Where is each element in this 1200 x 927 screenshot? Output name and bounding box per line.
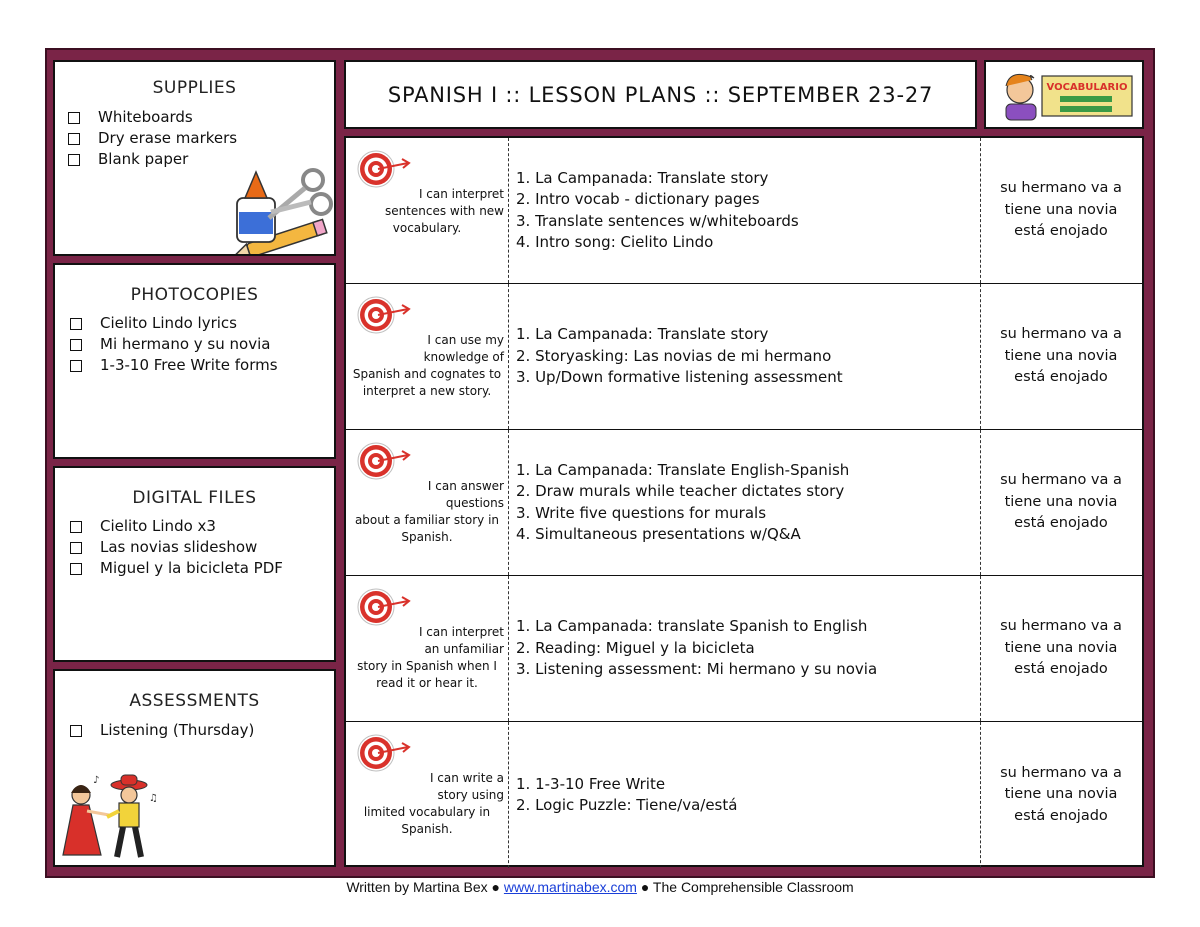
target-phrase: tiene una novia: [1004, 347, 1118, 364]
learning-goal-text: [350, 624, 504, 692]
digital-files-list: [70, 516, 283, 579]
assessments-panel: [53, 669, 336, 867]
footer-prefix: Written by Martina Bex ●: [346, 879, 504, 895]
target-icon: [356, 440, 414, 482]
activities-cell: [509, 576, 981, 721]
target-phrase: su hermano va a: [1000, 764, 1122, 781]
activities-list: [516, 722, 737, 868]
activities-list: [516, 284, 843, 429]
lesson-row: [346, 138, 1142, 284]
digital-files-item[interactable]: Cielito Lindo x3: [70, 516, 283, 537]
target-icon: [356, 148, 414, 190]
photocopies-item[interactable]: Cielito Lindo lyrics: [70, 313, 278, 334]
checkbox[interactable]: [70, 521, 82, 533]
target-phrases-cell: [981, 138, 1141, 283]
learning-goal-line: limited vocabulary in: [363, 805, 491, 819]
activity-item: 3. Listening assessment: Mi hermano y su novia: [516, 660, 878, 679]
target-phrases-list: [981, 576, 1141, 721]
header-panel: [344, 60, 977, 129]
learning-goal-line: Spanish.: [401, 822, 453, 836]
target-phrases-list: [981, 138, 1141, 283]
activity-item: 1. 1-3-10 Free Write: [516, 774, 666, 793]
svg-text:♫: ♫: [149, 793, 158, 804]
supplies-item[interactable]: Dry erase markers: [68, 128, 237, 149]
target-phrase: su hermano va a: [1000, 472, 1122, 489]
logo-panel: [984, 60, 1144, 129]
learning-goal-text: [350, 478, 504, 546]
target-phrase: tiene una novia: [1004, 493, 1118, 510]
learning-goal-text: [350, 770, 504, 838]
learning-goal-cell: [346, 722, 509, 868]
learning-goal-line: vocabulary.: [392, 221, 462, 235]
glue-scissors-pencil-icon: [225, 162, 333, 254]
learning-goal-line: story in Spanish when I: [357, 659, 497, 673]
checkbox[interactable]: [70, 725, 82, 737]
target-phrase: está enojado: [1014, 223, 1108, 240]
vocabulario-logo-icon: [994, 66, 1136, 124]
target-phrase: está enojado: [1014, 515, 1108, 532]
learning-goal-text: [350, 186, 504, 237]
activity-item: 3. Up/Down formative listening assessment: [516, 368, 843, 387]
checkbox[interactable]: [70, 360, 82, 372]
digital-files-item[interactable]: Miguel y la bicicleta PDF: [70, 558, 283, 579]
assessments-title: ASSESSMENTS: [129, 691, 260, 711]
activity-item: 1. La Campanada: Translate English-Spanish: [516, 460, 850, 479]
digital-files-panel: [53, 466, 336, 662]
learning-goal-line: story using: [437, 788, 504, 802]
activities-cell: [509, 430, 981, 575]
learning-goal-line: I can use my: [427, 333, 504, 347]
learning-goal-cell: [346, 284, 509, 429]
photocopies-item[interactable]: Mi hermano y su novia: [70, 334, 278, 355]
checkbox[interactable]: [70, 542, 82, 554]
target-phrase: está enojado: [1014, 807, 1108, 824]
activity-item: 2. Storyasking: Las novias de mi hermano: [516, 346, 832, 365]
supplies-title: SUPPLIES: [152, 78, 237, 98]
learning-goal-line: questions: [445, 496, 504, 510]
learning-goal-line: I can interpret: [418, 625, 504, 639]
learning-goal-cell: [346, 576, 509, 721]
supplies-panel: [53, 60, 336, 256]
target-phrase: tiene una novia: [1004, 786, 1118, 803]
learning-goal-cell: [346, 138, 509, 283]
target-phrase: tiene una novia: [1004, 639, 1118, 656]
learning-goal-line: sentences with new: [384, 204, 504, 218]
digital-files-title: DIGITAL FILES: [132, 488, 257, 508]
assessments-item[interactable]: Listening (Thursday): [70, 720, 254, 741]
supplies-item[interactable]: Whiteboards: [68, 107, 237, 128]
footer: [0, 879, 1200, 895]
target-phrase: está enojado: [1014, 661, 1108, 678]
learning-goal-line: I can write a: [429, 771, 504, 785]
activity-item: 2. Reading: Miguel y la bicicleta: [516, 638, 755, 657]
learning-goal-text: [350, 332, 504, 400]
checkbox[interactable]: [68, 133, 80, 145]
target-phrases-list: [981, 284, 1141, 429]
photocopies-list: [70, 313, 278, 376]
lesson-row: [346, 722, 1142, 868]
lesson-grid: [344, 136, 1144, 867]
activities-list: [516, 576, 877, 721]
target-phrases-cell: [981, 576, 1141, 721]
activities-cell: [509, 138, 981, 283]
activity-item: 1. La Campanada: translate Spanish to English: [516, 617, 868, 636]
target-phrase: su hermano va a: [1000, 180, 1122, 197]
learning-goal-line: an unfamiliar: [424, 642, 504, 656]
learning-goal-cell: [346, 430, 509, 575]
author-link[interactable]: www.martinabex.com: [503, 879, 637, 895]
lesson-row: [346, 284, 1142, 430]
target-phrases-cell: [981, 430, 1141, 575]
target-phrases-cell: [981, 722, 1141, 868]
lesson-row: [346, 430, 1142, 576]
learning-goal-line: interpret a new story.: [362, 384, 492, 398]
logo-text: VOCABULARIO: [1046, 82, 1128, 93]
assessments-list: [70, 720, 254, 741]
target-icon: [356, 586, 414, 628]
activities-cell: [509, 284, 981, 429]
supplies-item[interactable]: Blank paper: [68, 149, 237, 170]
supplies-list: [68, 107, 237, 170]
activity-item: 3. Write five questions for murals: [516, 503, 767, 522]
target-icon: [356, 732, 414, 774]
activity-item: 2. Intro vocab - dictionary pages: [516, 190, 760, 208]
photocopies-title: PHOTOCOPIES: [130, 285, 259, 305]
svg-text:♪: ♪: [93, 775, 100, 786]
checkbox[interactable]: [70, 318, 82, 330]
learning-goal-line: I can answer: [427, 479, 504, 493]
learning-goal-line: Spanish and cognates to: [352, 367, 502, 381]
target-phrases-cell: [981, 284, 1141, 429]
learning-goal-line: knowledge of: [423, 350, 504, 364]
activities-list: [516, 138, 799, 283]
lesson-row: [346, 576, 1142, 722]
target-phrase: está enojado: [1014, 369, 1108, 386]
checkbox[interactable]: [70, 563, 82, 575]
target-phrase: su hermano va a: [1000, 326, 1122, 343]
activity-item: 4. Simultaneous presentations w/Q&A: [516, 525, 801, 543]
learning-goal-line: about a familiar story in: [354, 513, 500, 527]
target-icon: [356, 294, 414, 336]
dancing-couple-icon: [57, 771, 161, 865]
target-phrase: su hermano va a: [1000, 618, 1122, 635]
page-title: SPANISH I :: LESSON PLANS :: SEPTEMBER 23-27: [387, 82, 934, 107]
digital-files-item[interactable]: Las novias slideshow: [70, 537, 283, 558]
activity-item: 2. Logic Puzzle: Tiene/va/está: [516, 796, 738, 814]
learning-goal-line: I can interpret: [418, 187, 504, 201]
learning-goal-line: Spanish.: [401, 530, 453, 544]
target-phrase: tiene una novia: [1004, 201, 1118, 218]
activities-cell: [509, 722, 981, 868]
target-phrases-list: [981, 722, 1141, 868]
checkbox[interactable]: [68, 112, 80, 124]
footer-suffix: ● The Comprehensible Classroom: [636, 879, 854, 895]
activities-list: [516, 430, 849, 575]
photocopies-item[interactable]: 1-3-10 Free Write forms: [70, 355, 278, 376]
photocopies-panel: [53, 263, 336, 459]
activity-item: 2. Draw murals while teacher dictates story: [516, 482, 845, 500]
activity-item: 1. La Campanada: Translate story: [516, 168, 769, 187]
activity-item: 4. Intro song: Cielito Lindo: [516, 233, 714, 251]
activity-item: 1. La Campanada: Translate story: [516, 325, 769, 344]
learning-goal-line: read it or hear it.: [376, 676, 478, 690]
activity-item: 3. Translate sentences w/whiteboards: [516, 211, 799, 230]
checkbox[interactable]: [68, 154, 80, 166]
checkbox[interactable]: [70, 339, 82, 351]
target-phrases-list: [981, 430, 1141, 575]
